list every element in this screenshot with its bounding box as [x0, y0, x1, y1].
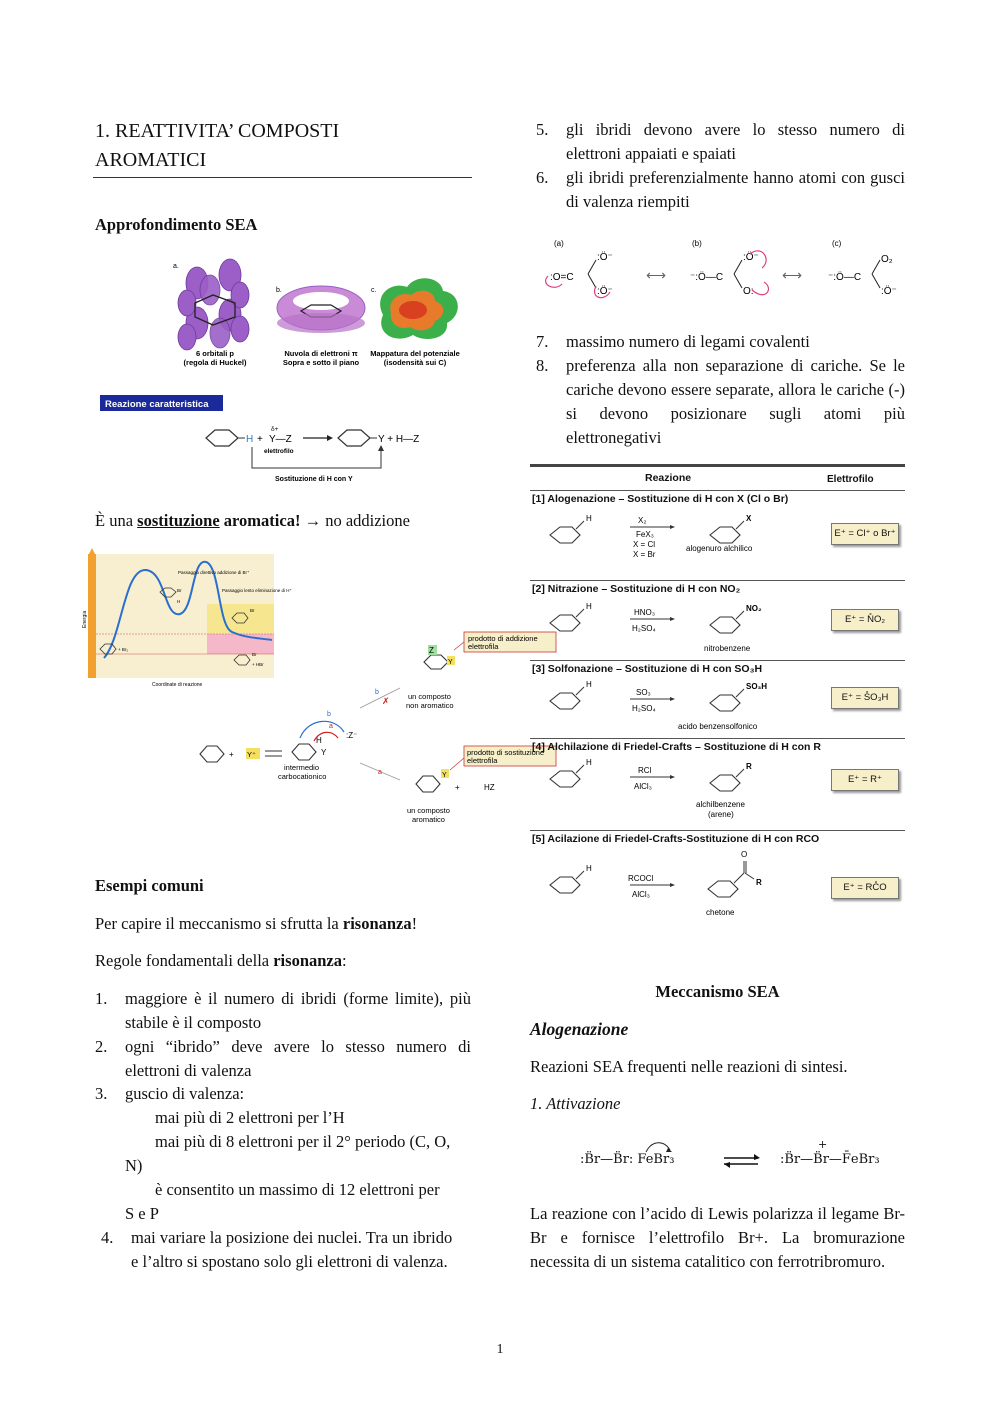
- svg-text:elettrofila: elettrofila: [467, 756, 498, 765]
- svg-text:⁻:Ö—C: ⁻:Ö—C: [828, 272, 862, 283]
- equation-left: :B̈r—B̈r: FeBr₃: [580, 1152, 675, 1167]
- svg-text:H₂SO₄: H₂SO₄: [632, 624, 656, 633]
- svg-text:Y⁺: Y⁺: [247, 750, 256, 759]
- svg-text:(c): (c): [832, 239, 842, 248]
- svg-text:X = Br: X = Br: [633, 550, 656, 559]
- svg-text:elettrofila: elettrofila: [468, 642, 499, 651]
- rule-item: 2. ogni “ibrido” deve avere lo stesso numero di elettroni di valenza: [95, 1037, 471, 1080]
- energy-mechanism-figure: [82, 548, 545, 833]
- svg-text:RCl: RCl: [638, 766, 652, 775]
- electron-cloud-icon: [277, 286, 365, 333]
- svg-text:(regola di Huckel): (regola di Huckel): [183, 358, 247, 367]
- svg-text:SO₃H: SO₃H: [746, 682, 768, 691]
- svg-text:b: b: [375, 689, 379, 696]
- rule-sub-item: è consentito un massimo di 12 elettroni per: [155, 1180, 440, 1199]
- svg-text:NO₂: NO₂: [746, 604, 762, 613]
- svg-text::Ö⁻: :Ö⁻: [597, 286, 613, 297]
- equilibrium-arrow-icon: [722, 1154, 762, 1168]
- potential-map-icon: [380, 278, 458, 339]
- aromatic-figure: [95, 255, 475, 485]
- svg-text:H: H: [246, 434, 254, 445]
- svg-text:Nuvola di elettroni π: Nuvola di elettroni π: [284, 349, 358, 358]
- title-line-2: AROMATICI: [95, 149, 207, 171]
- rule-sub-item: N): [125, 1156, 143, 1175]
- svg-text:Energia: Energia: [82, 610, 88, 628]
- rule-item: 5. gli ibridi devono avere lo stesso numero di elettroni appaiati e spaiati: [536, 120, 905, 163]
- panel-a-label: a.: [173, 263, 179, 270]
- panel-b-label: b.: [276, 287, 282, 294]
- svg-text:acido benzensolfonico: acido benzensolfonico: [678, 722, 758, 731]
- title-line-1: 1. REATTIVITA’ COMPOSTI: [95, 120, 340, 142]
- svg-text:✗: ✗: [382, 696, 390, 706]
- svg-text:AlCl₃: AlCl₃: [632, 890, 650, 899]
- svg-text:Reazione caratteristica: Reazione caratteristica: [105, 399, 209, 410]
- svg-text:RCOCl: RCOCl: [628, 874, 654, 883]
- svg-text:H: H: [586, 864, 592, 873]
- svg-text:Z: Z: [429, 646, 434, 655]
- resonance-figure: [540, 232, 910, 312]
- svg-text:+ Br₂: + Br₂: [118, 647, 129, 652]
- activation-equation: :B̈r—B̈r: FeBr₃ :B̈r—B̈r—F̄eBr₃ +: [580, 1138, 880, 1167]
- svg-text:R: R: [746, 762, 752, 771]
- page-number: 1: [496, 1342, 504, 1357]
- regole-line: Regole fondamentali della risonanza:: [95, 951, 347, 970]
- svg-text:X₂: X₂: [638, 516, 647, 525]
- svg-text:X = Cl: X = Cl: [633, 540, 656, 549]
- svg-text:H: H: [177, 599, 181, 604]
- section-title: [95, 117, 339, 175]
- svg-text:(b): (b): [692, 239, 702, 248]
- svg-text:H: H: [586, 680, 592, 689]
- table-row: [4] Alchilazione di Friedel-Crafts – Sostituzione di H con R H RCl AlCl₃ R alchilbenzene (arene) E⁺ = R⁺: [530, 738, 905, 829]
- svg-text::Z⁻: :Z⁻: [346, 731, 358, 740]
- sea-reactions-table: [530, 464, 905, 922]
- subheading-alogenazione: Alogenazione: [530, 1019, 629, 1039]
- svg-text:(a): (a): [554, 239, 564, 248]
- svg-text::Ö⁻: :Ö⁻: [597, 252, 613, 263]
- svg-text::Ö⁻: :Ö⁻: [881, 286, 897, 297]
- svg-text:aromatico: aromatico: [412, 815, 445, 824]
- svg-text:Br: Br: [177, 588, 182, 593]
- risonanza-line: Per capire il meccanismo si sfrutta la risonanza!: [95, 914, 418, 933]
- svg-text:a: a: [378, 769, 382, 776]
- table-row: [5] Acilazione di Friedel-Crafts-Sostituzione di H con RCO H RCOCl AlCl₃ O R chetone E⁺ = RC̊O: [530, 830, 905, 923]
- svg-text:6 orbitali p: 6 orbitali p: [196, 349, 234, 358]
- svg-text:Sostituzione di H con Y: Sostituzione di H con Y: [275, 476, 353, 483]
- frequenti-line: Reazioni SEA frequenti nelle reazioni di sintesi.: [530, 1057, 848, 1076]
- svg-text:Y: Y: [321, 748, 327, 757]
- oxygen-label: :O=C: [550, 272, 574, 283]
- svg-text:Br: Br: [252, 652, 257, 657]
- svg-text:intermedio: intermedio: [284, 763, 320, 772]
- table-row: [3] Solfonazione – Sostituzione di H con SO₃H H SO₃ H₂SO₄ SO₃H acido benzensolfonico E⁺ = S̊O₃H: [530, 660, 905, 737]
- lewis-paragraph: La reazione con l’acido di Lewis polarizza il legame Br-Br e fornisce l’elettrofilo Br+. La bromurazione necessita di un sistema catalitico con ferrotribromuro.: [530, 1204, 905, 1271]
- svg-text:chetone: chetone: [706, 908, 735, 917]
- svg-text:⁻:Ö—C: ⁻:Ö—C: [690, 272, 724, 283]
- rule-item: 6. gli ibridi preferenzialmente hanno atomi con gusci di valenza riempiti: [536, 168, 905, 211]
- svg-text:un composto: un composto: [408, 692, 451, 701]
- svg-text:+ HBr: + HBr: [252, 662, 264, 667]
- sostituzione-line: È una sostituzione aromatica! → no addizione: [95, 511, 410, 530]
- svg-text:H₂SO₄: H₂SO₄: [632, 704, 656, 713]
- svg-text:alogenuro alchilico: alogenuro alchilico: [686, 544, 753, 553]
- svg-text:non aromatico: non aromatico: [406, 701, 454, 710]
- svg-text:Y + H—Z: Y + H—Z: [378, 434, 420, 445]
- svg-text:b: b: [327, 711, 331, 718]
- svg-text:a: a: [329, 723, 333, 730]
- panel-c-label: c.: [371, 287, 377, 294]
- svg-text:SO₃: SO₃: [636, 688, 651, 697]
- svg-text:AlCl₃: AlCl₃: [634, 782, 652, 791]
- svg-text:Coordinate di reazione: Coordinate di reazione: [152, 682, 203, 688]
- svg-text:H: H: [316, 736, 322, 745]
- table-row: [1] Alogenazione – Sostituzione di H con X (Cl o Br) H X₂ FeX₃ X = Cl X = Br X alogenuro alchilico E⁺ = Cl⁺ o Br⁺: [530, 490, 905, 579]
- svg-text:Y—Z: Y—Z: [269, 434, 292, 445]
- svg-text:X: X: [746, 514, 752, 523]
- rule-item: 3. guscio di valenza:: [95, 1084, 245, 1103]
- subheading-sea: Approfondimento SEA: [95, 215, 258, 234]
- svg-text:O: O: [741, 850, 748, 859]
- svg-text:H: H: [586, 758, 592, 767]
- svg-text:H: H: [586, 602, 592, 611]
- p-orbitals-icon: [178, 259, 249, 350]
- subheading-esempi: Esempi comuni: [95, 876, 204, 895]
- rule-item: 1. maggiore è il numero di ibridi (forme limite), più stabile è il composto: [95, 989, 471, 1032]
- rule-sub-item: mai più di 2 elettroni per l’H: [155, 1108, 345, 1127]
- svg-text:+: +: [229, 750, 234, 759]
- svg-text:carbocationico: carbocationico: [278, 772, 327, 781]
- rule-item-text: mai variare la posizione dei nuclei. Tra un ibrido: [131, 1228, 453, 1247]
- subheading-meccanismo: Meccanismo SEA: [655, 982, 780, 1001]
- col-header-reaction: Reazione: [645, 472, 692, 484]
- svg-text:nitrobenzene: nitrobenzene: [704, 644, 751, 653]
- rule-sub-item: mai più di 8 elettroni per il 2° periodo (C, O,: [155, 1132, 451, 1151]
- svg-text:R: R: [756, 878, 762, 887]
- svg-text:prodotto di sostituzione: prodotto di sostituzione: [467, 748, 545, 757]
- svg-text:⟷: ⟷: [646, 267, 667, 283]
- svg-text:Y: Y: [442, 772, 447, 779]
- svg-text:O₂: O₂: [881, 254, 893, 265]
- title-rule: [93, 177, 472, 178]
- svg-text:⟷: ⟷: [782, 267, 803, 283]
- svg-text:Passaggio lento eliminazione d: Passaggio lento eliminazione di H⁺: [222, 588, 292, 593]
- svg-text:HZ: HZ: [484, 783, 495, 792]
- svg-text:Sopra e sotto il piano: Sopra e sotto il piano: [282, 358, 360, 367]
- step-attivazione: 1. Attivazione: [530, 1094, 621, 1113]
- svg-text:FeX₃: FeX₃: [636, 530, 654, 539]
- svg-text::Ö⁻: :Ö⁻: [743, 252, 759, 263]
- svg-text:elettrofilo: elettrofilo: [264, 448, 294, 455]
- rule-item-text: e l’altro si spostano solo gli elettroni di valenza.: [131, 1252, 448, 1271]
- svg-text:(isodensità sui C): (isodensità sui C): [383, 358, 447, 367]
- svg-text:O:: O:: [743, 286, 754, 297]
- svg-text:prodotto di addizione: prodotto di addizione: [468, 634, 538, 643]
- table-row: [2] Nitrazione – Sostituzione di H con NO₂ H HNO₃ H₂SO₄ NO₂ nitrobenzene E⁺ = N̊O₂: [530, 580, 905, 659]
- benzene-icon: [338, 430, 370, 446]
- svg-text:(arene): (arene): [708, 810, 734, 819]
- svg-text:alchilbenzene: alchilbenzene: [696, 800, 745, 809]
- svg-text:H: H: [586, 514, 592, 523]
- benzene-icon: [206, 430, 238, 446]
- svg-text:Y: Y: [448, 659, 453, 666]
- svg-text:δ+: δ+: [271, 426, 279, 433]
- rule-item: 4.: [101, 1228, 114, 1247]
- svg-text:Br: Br: [250, 608, 255, 613]
- svg-text:Mappatura del potenziale: Mappatura del potenziale: [370, 349, 460, 358]
- rule-item: 8. preferenza alla non separazione di cariche. Se le cariche devono essere separate, allora le cariche (-) si devono posizionare sugli atomi più elettronegativi: [536, 356, 905, 447]
- equation-right: :B̈r—B̈r—F̄eBr₃: [780, 1152, 880, 1167]
- svg-text:+: +: [455, 783, 460, 792]
- svg-text:HNO₃: HNO₃: [634, 608, 656, 617]
- svg-text:+: +: [257, 434, 263, 445]
- rule-sub-item: S e P: [125, 1204, 159, 1223]
- rule-item: 7. massimo numero di legami covalenti: [536, 332, 810, 351]
- col-header-electrophile: Elettrofilo: [827, 474, 874, 485]
- svg-text:un composto: un composto: [407, 806, 450, 815]
- svg-text:Passaggio direttivo addizione: Passaggio direttivo addizione di Br⁺: [178, 570, 250, 575]
